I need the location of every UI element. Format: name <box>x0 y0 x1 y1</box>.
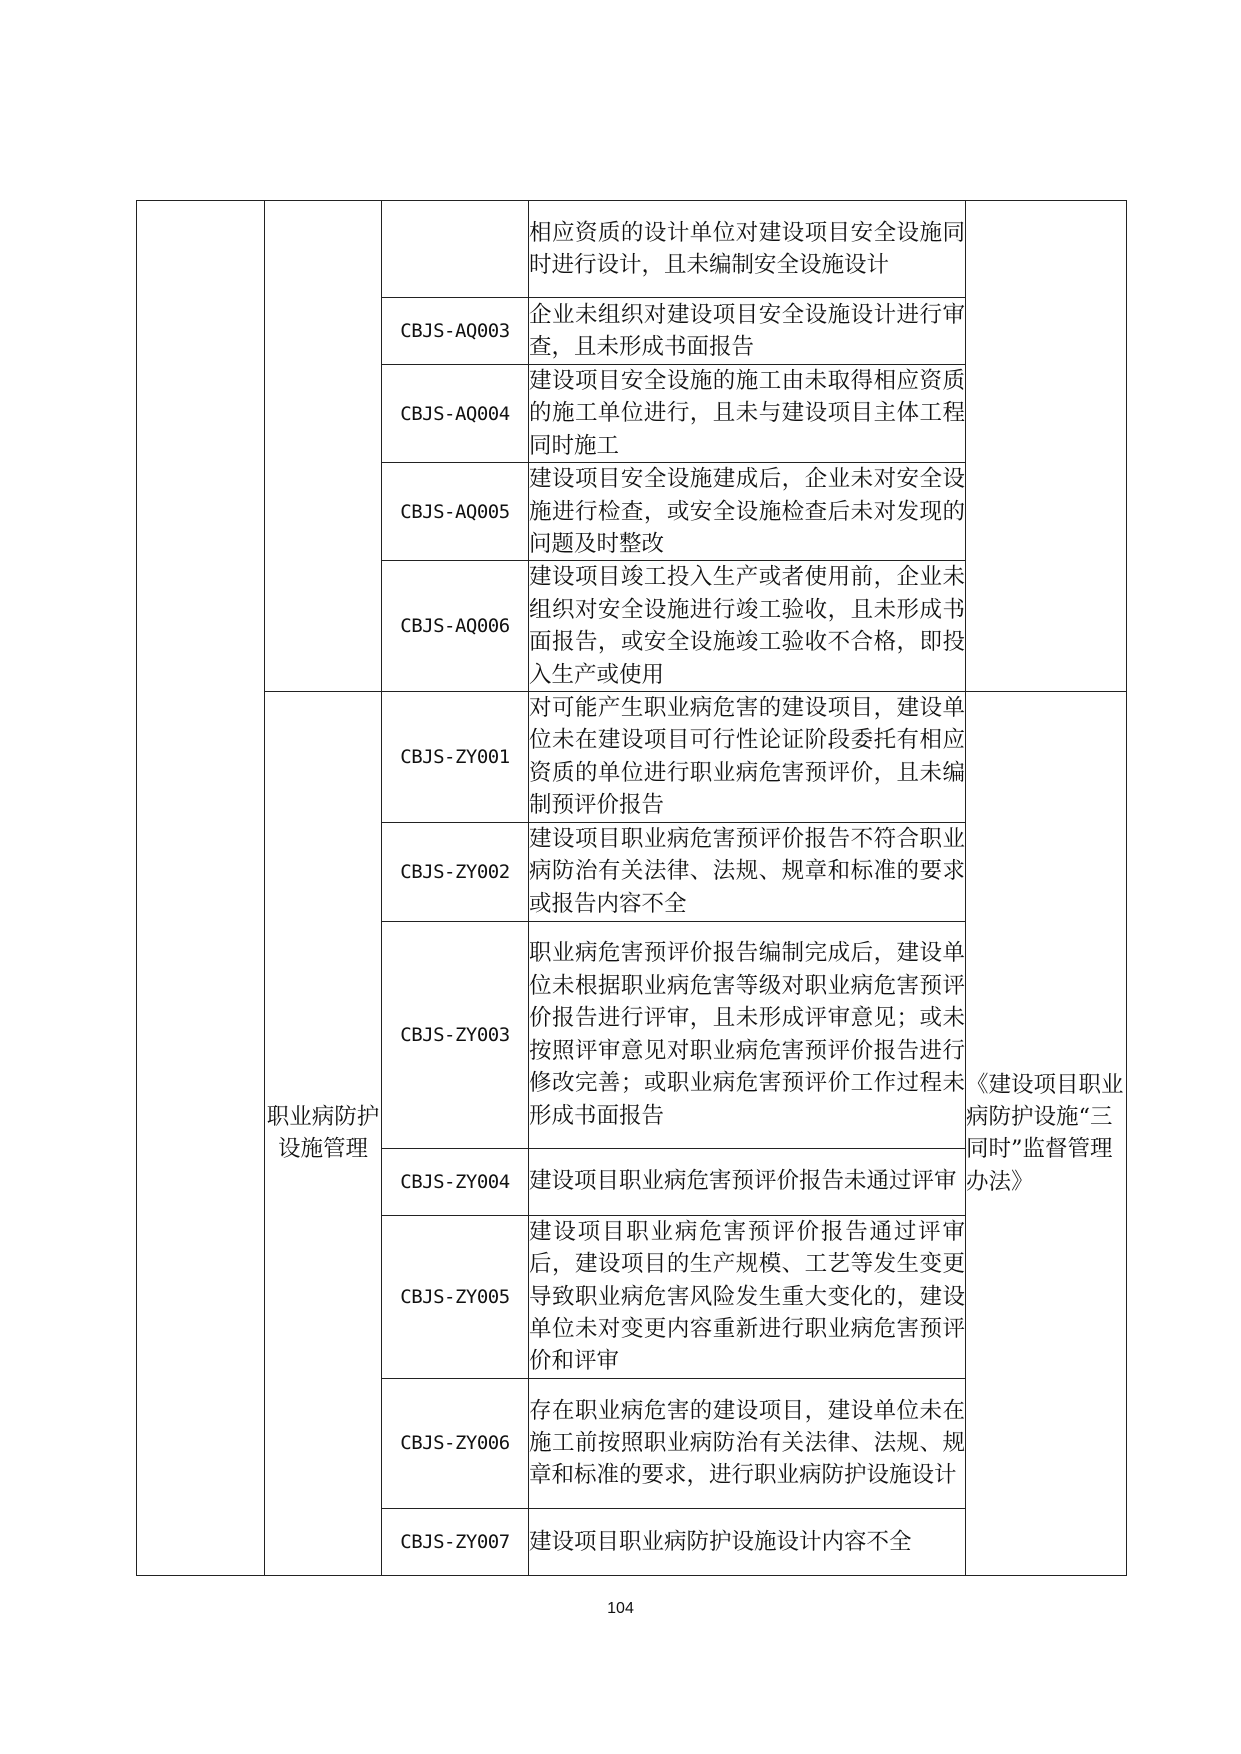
page-number: 104 <box>607 1600 634 1617</box>
item-description: 建设项目竣工投入生产或者使用前，企业未组织对安全设施进行竣工验收，且未形成书面报告，或安全设施竣工验收不合格，即投入生产或使用 <box>529 561 966 692</box>
legal-basis-cell: 《建设项目职业病防护设施“三同时”监督管理办法》 <box>966 692 1127 1576</box>
item-code: CBJS-AQ005 <box>382 463 529 561</box>
item-code: CBJS-ZY007 <box>382 1508 529 1575</box>
regulation-table <box>136 200 1127 1576</box>
item-code: CBJS-ZY006 <box>382 1378 529 1508</box>
legal-basis-cell <box>966 201 1127 692</box>
item-description: 企业未组织对建设项目安全设施设计进行审查，且未形成书面报告 <box>529 298 966 365</box>
category-cell-level1 <box>137 201 265 1576</box>
item-code: CBJS-ZY002 <box>382 822 529 921</box>
item-description: 建设项目职业病危害预评价报告不符合职业病防治有关法律、法规、规章和标准的要求或报告内容不全 <box>529 822 966 921</box>
item-code: CBJS-ZY005 <box>382 1215 529 1378</box>
category-cell-level2 <box>265 201 382 692</box>
item-description: 建设项目安全设施的施工由未取得相应资质的施工单位进行，且未与建设项目主体工程同时施工 <box>529 365 966 463</box>
item-code: CBJS-AQ004 <box>382 365 529 463</box>
item-code: CBJS-AQ003 <box>382 298 529 365</box>
item-description: 建设项目职业病危害预评价报告通过评审后，建设项目的生产规模、工艺等发生变更导致职业病危害风险发生重大变化的，建设单位未对变更内容重新进行职业病危害预评价和评审 <box>529 1215 966 1378</box>
item-description: 建设项目职业病危害预评价报告未通过评审 <box>529 1148 966 1215</box>
category-occupational-disease-protection: 职业病防护设施管理 <box>265 692 382 1576</box>
item-code: CBJS-ZY004 <box>382 1148 529 1215</box>
item-code: CBJS-AQ006 <box>382 561 529 692</box>
item-description: 相应资质的设计单位对建设项目安全设施同时进行设计，且未编制安全设施设计 <box>529 201 966 298</box>
item-code <box>382 201 529 298</box>
item-description: 存在职业病危害的建设项目，建设单位未在施工前按照职业病防治有关法律、法规、规章和标准的要求，进行职业病防护设施设计 <box>529 1378 966 1508</box>
item-description: 建设项目安全设施建成后，企业未对安全设施进行检查，或安全设施检查后未对发现的问题及时整改 <box>529 463 966 561</box>
table-row <box>137 201 1127 298</box>
table-row <box>137 692 1127 823</box>
item-code: CBJS-ZY001 <box>382 692 529 823</box>
item-code: CBJS-ZY003 <box>382 921 529 1148</box>
item-description: 对可能产生职业病危害的建设项目，建设单位未在建设项目可行性论证阶段委托有相应资质的单位进行职业病危害预评价，且未编制预评价报告 <box>529 692 966 823</box>
item-description: 职业病危害预评价报告编制完成后，建设单位未根据职业病危害等级对职业病危害预评价报告进行评审，且未形成评审意见；或未按照评审意见对职业病危害预评价报告进行修改完善；或职业病危害预评价工作过程未形成书面报告 <box>529 921 966 1148</box>
item-description: 建设项目职业病防护设施设计内容不全 <box>529 1508 966 1575</box>
